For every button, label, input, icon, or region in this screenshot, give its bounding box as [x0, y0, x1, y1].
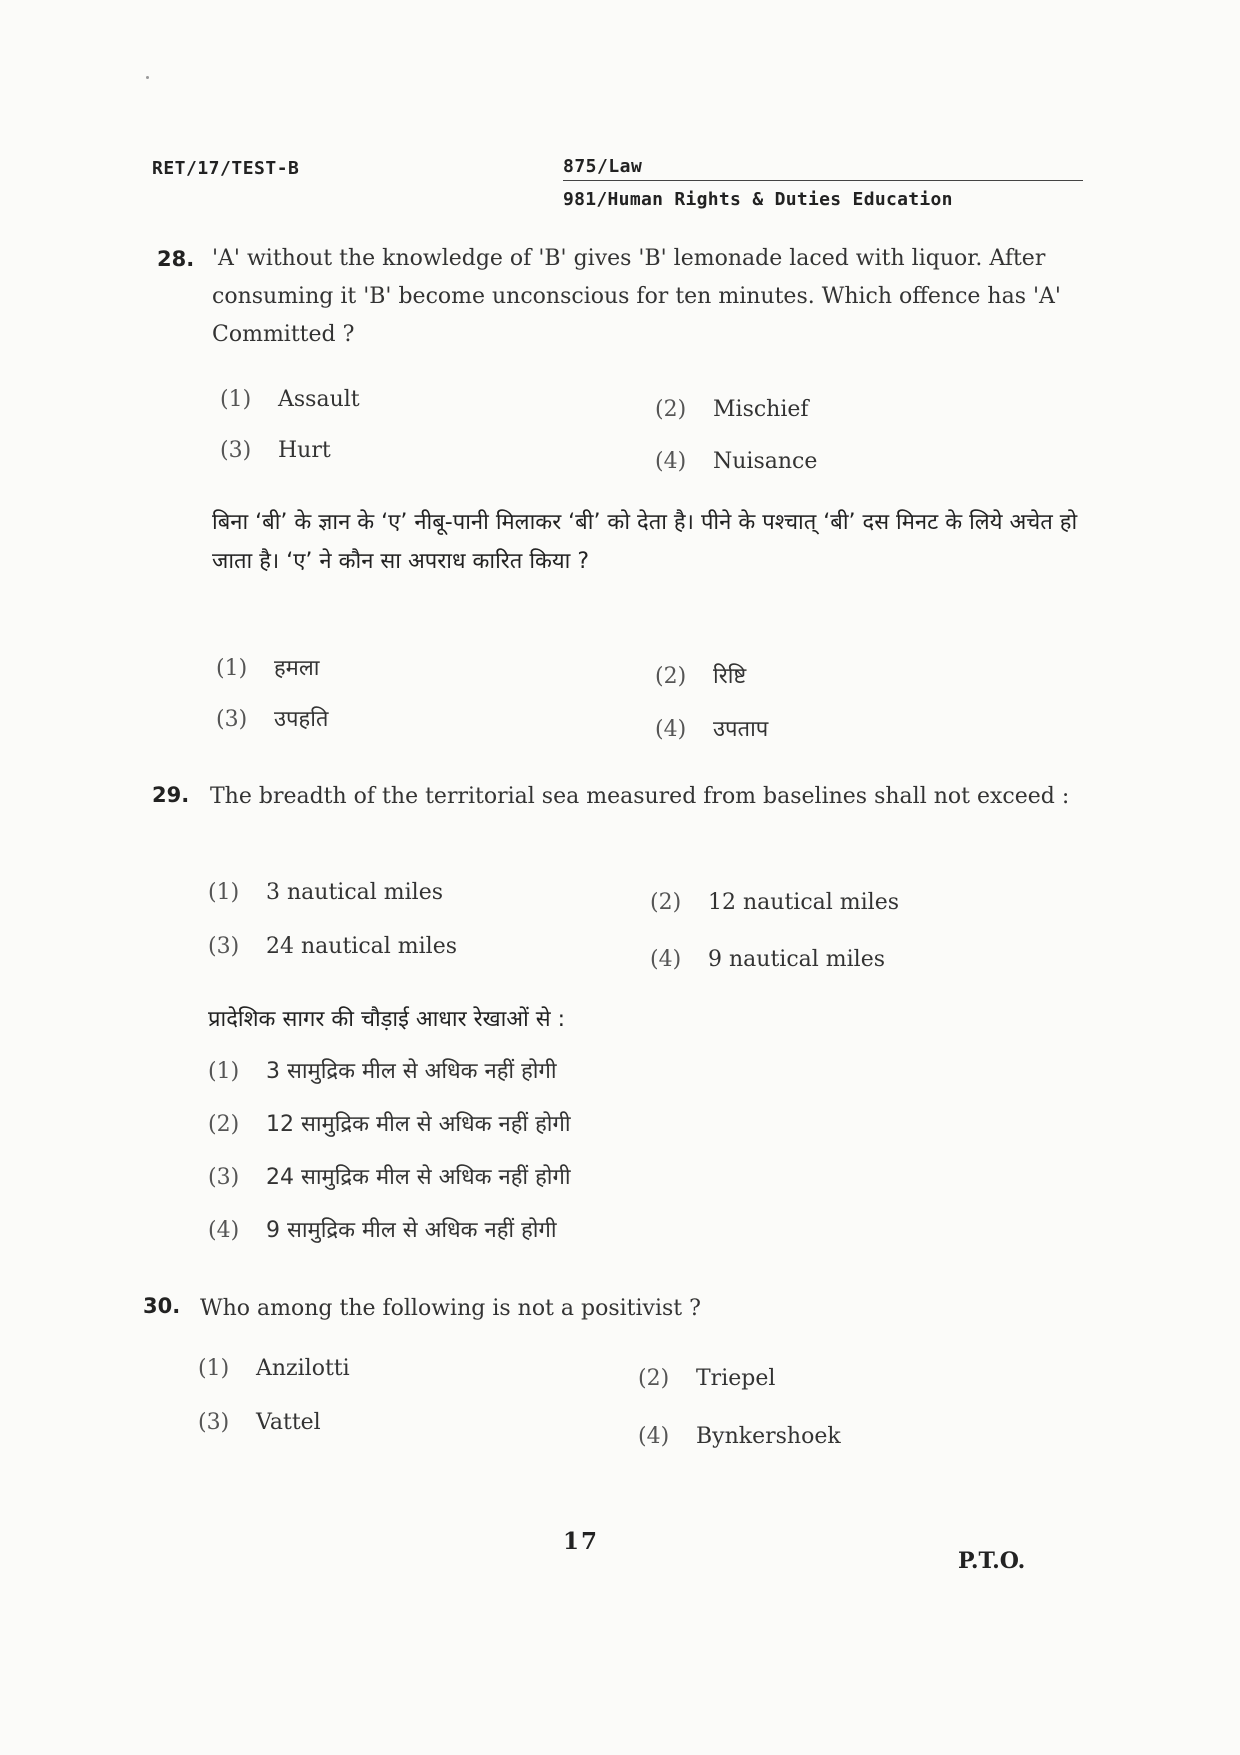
- option-text: Triepel: [696, 1366, 776, 1391]
- option-text: रिष्टि: [713, 664, 747, 689]
- option-number: (3): [220, 438, 252, 463]
- question-number: 29.: [152, 783, 190, 807]
- option-number: (3): [208, 934, 240, 959]
- option[interactable]: [208, 1214, 557, 1244]
- subject-code: 875/Law: [563, 156, 1083, 181]
- option[interactable]: [638, 1424, 841, 1449]
- option[interactable]: [638, 1366, 775, 1391]
- question-text-hi: प्रादेशिक सागर की चौड़ाई आधार रेखाओं से :: [208, 1007, 566, 1032]
- option[interactable]: [208, 880, 443, 905]
- option-text: Vattel: [256, 1410, 321, 1435]
- option-number: (1): [208, 1059, 240, 1084]
- option-number: (4): [655, 449, 687, 474]
- option[interactable]: [198, 1410, 321, 1435]
- option-number: (2): [208, 1112, 240, 1137]
- option[interactable]: [220, 387, 360, 412]
- option[interactable]: [208, 1161, 571, 1191]
- pto-label: P.T.O.: [958, 1548, 1026, 1574]
- option-number: (4): [638, 1424, 670, 1449]
- option-text: Hurt: [278, 438, 331, 463]
- option-number: (1): [216, 656, 248, 681]
- option-text: Nuisance: [713, 449, 818, 474]
- option-text: 9 nautical miles: [708, 947, 886, 972]
- option-number: (2): [638, 1366, 670, 1391]
- option-number: (4): [655, 717, 687, 742]
- option-text: 3 nautical miles: [266, 880, 444, 905]
- question-text-en: Who among the following is not a positivist ?: [200, 1296, 701, 1321]
- option[interactable]: [655, 449, 817, 474]
- subject-header: [563, 156, 1083, 210]
- scan-speck: [146, 76, 149, 79]
- option-text: उपहति: [274, 707, 329, 732]
- paper-code: RET/17/TEST-B: [152, 158, 300, 179]
- option[interactable]: [216, 652, 319, 682]
- option-number: (4): [208, 1218, 240, 1243]
- option-text: 12 सामुद्रिक मील से अधिक नहीं होगी: [266, 1112, 571, 1137]
- option[interactable]: [220, 438, 331, 463]
- option[interactable]: [655, 397, 809, 422]
- option-text: 24 सामुद्रिक मील से अधिक नहीं होगी: [266, 1165, 571, 1190]
- option[interactable]: [208, 1108, 571, 1138]
- option-text: हमला: [274, 656, 320, 681]
- option-number: (1): [220, 387, 252, 412]
- option-text: Mischief: [713, 397, 809, 422]
- subject-name: 981/Human Rights & Duties Education: [563, 189, 953, 210]
- option-text: Assault: [278, 387, 360, 412]
- option-text: Bynkershoek: [696, 1424, 841, 1449]
- option-text: उपताप: [713, 717, 769, 742]
- option-number: (2): [655, 664, 687, 689]
- option-number: (2): [655, 397, 687, 422]
- option-text: 3 सामुद्रिक मील से अधिक नहीं होगी: [266, 1059, 557, 1084]
- option[interactable]: [650, 890, 899, 915]
- option[interactable]: [655, 660, 746, 690]
- option[interactable]: [216, 703, 328, 733]
- option-text: Anzilotti: [256, 1356, 350, 1381]
- option[interactable]: [208, 1055, 557, 1085]
- page-number: 17: [563, 1528, 600, 1555]
- option-text: 12 nautical miles: [708, 890, 900, 915]
- option[interactable]: [208, 934, 457, 959]
- question-text-en: 'A' without the knowledge of 'B' gives 'B' lemonade laced with liquor. After consuming it 'B' become unconscious for ten minutes. Which offence has 'A' Committed ?: [212, 246, 1061, 347]
- option-text: 9 सामुद्रिक मील से अधिक नहीं होगी: [266, 1218, 557, 1243]
- option-number: (1): [208, 880, 240, 905]
- option-number: (3): [216, 707, 248, 732]
- option[interactable]: [650, 947, 885, 972]
- question-text-hi: बिना ‘बी’ के ज्ञान के ‘ए’ नीबू-पानी मिलाकर ‘बी’ को देता है। पीने के पश्चात् ‘बी’ दस मिनट के लिये अचेत हो जाता है। ‘ए’ ने कौन सा अपराध कारित किया ?: [212, 510, 1078, 574]
- option-number: (2): [650, 890, 682, 915]
- option-text: 24 nautical miles: [266, 934, 458, 959]
- option[interactable]: [655, 713, 768, 743]
- question-number: 30.: [143, 1294, 181, 1318]
- option-number: (4): [650, 947, 682, 972]
- option[interactable]: [198, 1356, 350, 1381]
- option-number: (3): [208, 1165, 240, 1190]
- question-text-en: The breadth of the territorial sea measured from baselines shall not exceed :: [210, 784, 1070, 809]
- option-number: (1): [198, 1356, 230, 1381]
- option-number: (3): [198, 1410, 230, 1435]
- question-number: 28.: [157, 247, 195, 271]
